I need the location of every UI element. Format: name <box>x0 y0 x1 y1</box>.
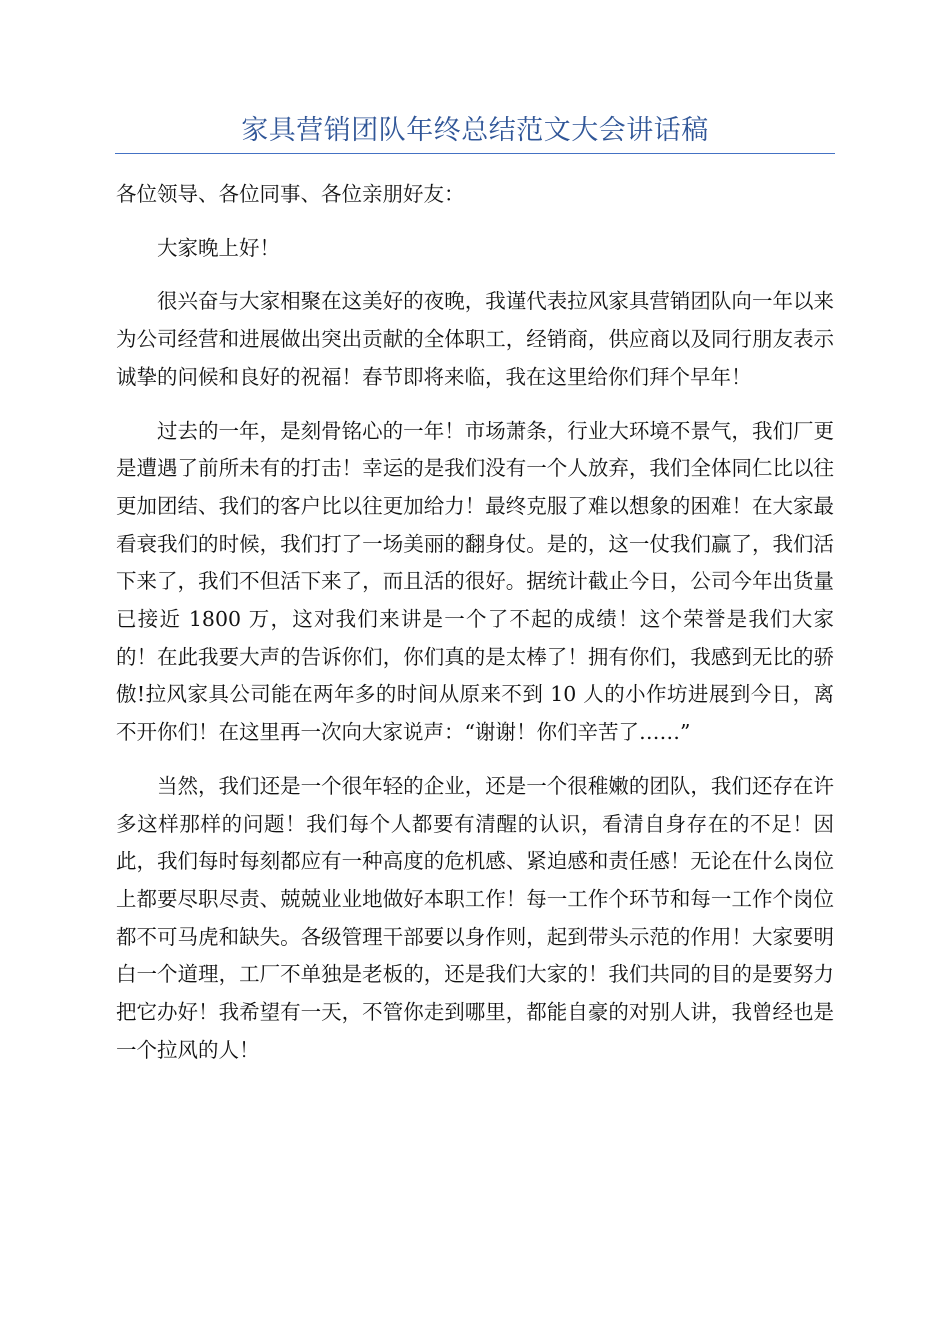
document-body <box>116 176 834 1085</box>
paragraph-outlook: 当然，我们还是一个很年轻的企业，还是一个很稚嫩的团队，我们还存在许多这样那样的问题！我们每个人都要有清醒的认识，看清自身存在的不足！因此，我们每时每刻都应有一种高度的危机感、紧迫感和责任感！无论在什么岗位上都要尽职尽责、兢兢业业地做好本职工作！每一工作个环节和每一工作个岗位都不可马虎和缺失。各级管理干部要以身作则，起到带头示范的作用！大家要明白一个道理，工厂不单独是老板的，还是我们大家的！我们共同的目的是要努力把它办好！我希望有一天，不管你走到哪里，都能自豪的对别人讲，我曾经也是一个拉风的人！ <box>116 773 834 1062</box>
title-underline <box>115 153 835 154</box>
paragraph-thanks: 很兴奋与大家相聚在这美好的夜晚，我谨代表拉风家具营销团队向一年以来为公司经营和进展做出突出贡献的全体职工，经销商，供应商以及同行朋友表示诚挚的问候和良好的祝福！春节即将来临，我在这里给你们拜个早年！ <box>116 289 834 389</box>
paragraph-greeting: 大家晚上好！ <box>157 235 280 260</box>
salutation: 各位领导、各位同事、各位亲朋好友： <box>116 182 465 206</box>
document-title: 家具营销团队年终总结范文大会讲话稿 <box>241 115 709 146</box>
paragraph-review: 过去的一年，是刻骨铭心的一年！市场萧条，行业大环境不景气，我们厂更是遭遇了前所未有的打击！幸运的是我们没有一个人放弃，我们全体同仁比以往更加团结、我们的客户比以往更加给力！最终克服了难以想象的困难！在大家最看衰我们的时候，我们打了一场美丽的翻身仗。是的，这一仗我们赢了，我们活下来了，我们不但活下来了，而且活的很好。据统计截止今日，公司今年出货量已接近 1800 万，这对我们来讲是一个了不起的成绩！这个荣誉是我们大家的！在此我要大声的告诉你们，你们真的是太棒了！拥有你们，我感到无比的骄傲!拉风家具公司能在两年多的时间从原来不到 10 人的小作坊进展到今日，离不开你们！在这里再一次向大家说声：“谢谢！你们辛苦了……” <box>116 418 834 745</box>
